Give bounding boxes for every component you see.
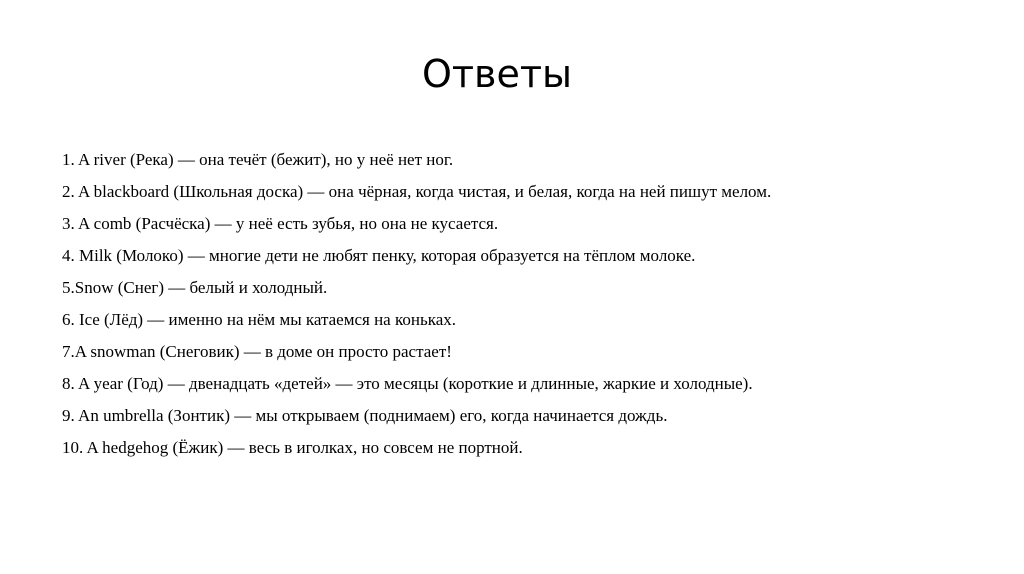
slide-title: Ответы [422, 52, 572, 96]
answer-item-2: 2. A blackboard (Школьная доска) — она чёрная, когда чистая, и белая, когда на ней пишут мелом. [62, 182, 772, 201]
answer-item-7: 7.A snowman (Снеговик) — в доме он просто растает! [62, 342, 452, 361]
answer-item-1: 1. A river (Река) — она течёт (бежит), но у неё нет ног. [62, 150, 454, 169]
answer-item-4: 4. Milk (Молоко) — многие дети не любят пенку, которая образуется на тёплом молоке. [62, 246, 696, 265]
answers-list [62, 150, 932, 470]
answer-item-5: 5.Snow (Снег) — белый и холодный. [62, 278, 328, 297]
answer-item-6: 6. Ice (Лёд) — именно на нём мы катаемся на коньках. [62, 310, 457, 329]
answer-item-9: 9. An umbrella (Зонтик) — мы открываем (поднимаем) его, когда начинается дождь. [62, 406, 668, 425]
answer-item-3: 3. A comb (Расчёска) — у неё есть зубья, но она не кусается. [62, 214, 499, 233]
answer-item-10: 10. A hedgehog (Ёжик) — весь в иголках, но совсем не портной. [62, 438, 523, 457]
answer-item-8: 8. A year (Год) — двенадцать «детей» — это месяцы (короткие и длинные, жаркие и холодные). [62, 374, 753, 393]
